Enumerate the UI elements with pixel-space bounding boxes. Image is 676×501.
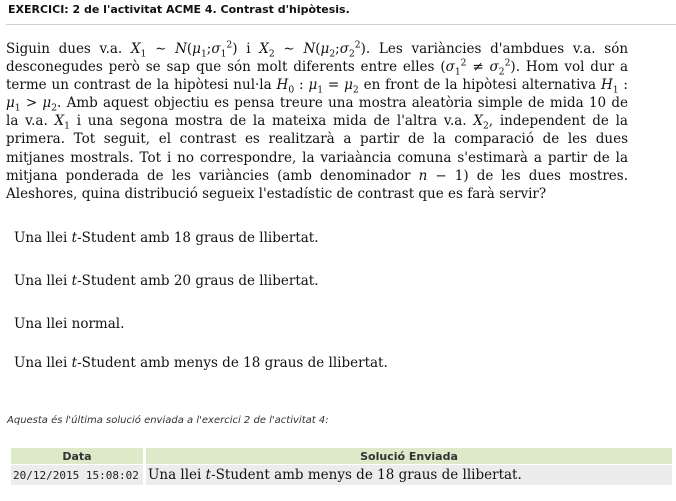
submitted-solution-table (8, 447, 675, 486)
answer-option-1[interactable]: Una llei t-Student amb 18 graus de llibertat. (14, 230, 319, 246)
answer-option-2[interactable]: Una llei t-Student amb 20 graus de llibertat. (14, 273, 319, 289)
submission-date: 20/12/2015 15:08:02 (11, 465, 143, 485)
answer-option-3[interactable]: Una llei normal. (14, 316, 125, 332)
table-header-row (11, 448, 672, 464)
column-header-date: Data (11, 448, 143, 464)
table-row (11, 465, 672, 485)
answer-option-4[interactable]: Una llei t-Student amb menys de 18 graus de llibertat. (14, 355, 388, 371)
column-header-solution: Solució Enviada (146, 448, 672, 464)
header-divider (6, 24, 676, 25)
exercise-title: EXERCICI: 2 de l'activitat ACME 4. Contrast d'hipòtesis. (8, 3, 350, 16)
submitted-answer: Una llei t-Student amb menys de 18 graus de llibertat. (146, 465, 672, 485)
last-solution-note: Aquesta és l'última solució enviada a l'exercici 2 de l'activitat 4: (7, 415, 329, 426)
exercise-statement: Siguin dues v.a. $X_1$ ∼ $N(\mu_1;\sigma_1^2)$ i $X_2$ ∼ $N(\mu_2;\sigma_2^2)$. Les variàncies d'ambdues v.a. són desconegudes però se sap que són molt diferents entre elles $(\sigma_1^2 \ne \sigma_2^2)$. Hom vol dur a terme un contrast de la hipòtesi nul·la $H_0$ : $\mu_1 = \mu_2$ en front de la hipòtesi alternativa $H_1$ : $\mu_1 > \mu_2$. Amb aquest objectiu es pensa treure una mostra aleatòria simple de mida 10 de la v.a. $X_1$ i una segona mostra de la mateixa mida de l'altra v.a. $X_2$, independent de la primera. Tot seguit, el contrast es realitzarà a partir de la comparació de les dues mitjanes mostrals. Tot i no correspondre, la variaància comuna s'estimarà a partir de la mitjana ponderada de les variàncies (amb denominador n − 1) de les dues mostres. Aleshores, quina distribució segueix l'estadístic de contrast que es farà servir? (6, 39, 629, 202)
